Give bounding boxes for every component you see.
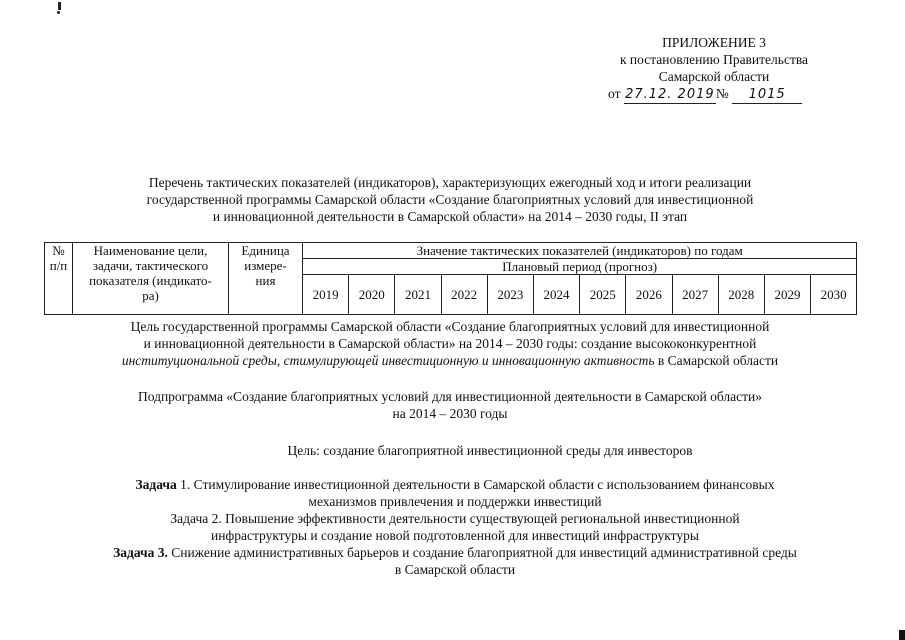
task-3-line-2: в Самарской области — [394, 562, 516, 577]
col-name-line: показателя (индикато- — [89, 273, 212, 288]
program-goal — [40, 318, 860, 369]
goal-line-3-rest: в Самарской области — [657, 353, 779, 368]
scan-mark — [58, 2, 61, 10]
values-header: Значение тактических показателей (индикаторов) по годам — [303, 243, 857, 259]
task-2-text: 2. Повышение эффективности деятельности существующей региональной инвестиционной — [211, 511, 740, 526]
col-number-line: № — [52, 243, 65, 258]
task-2-label: Задача — [170, 511, 209, 526]
col-unit-line: Единица — [241, 243, 290, 258]
task-3 — [40, 544, 870, 578]
title-line-2: государственной программы Самарской области «Создание благоприятных условий для инвестиционной — [146, 192, 754, 207]
col-unit-line: измере- — [244, 258, 287, 273]
scan-edge — [899, 630, 905, 640]
task-1 — [40, 476, 870, 510]
subprogram — [40, 388, 860, 422]
task-3-label: Задача 3. — [113, 545, 168, 560]
task-2 — [40, 510, 870, 544]
col-name-line: Наименование цели, — [93, 243, 208, 258]
scan-dot — [57, 11, 60, 14]
appendix-decree: к постановлению Правительства — [619, 52, 809, 67]
goal-line-1: Цель государственной программы Самарской области «Создание благоприятных условий для инвестиционной — [130, 319, 770, 334]
year-cell: 2020 — [349, 275, 395, 315]
year-cell: 2022 — [441, 275, 487, 315]
date-value: 27.12. 2019 — [625, 87, 715, 102]
document-title — [40, 174, 860, 225]
appendix-date-line — [600, 85, 828, 104]
year-cell: 2024 — [533, 275, 579, 315]
col-name-line: ра) — [142, 288, 159, 303]
col-unit-line: ния — [255, 273, 276, 288]
year-cell: 2025 — [580, 275, 626, 315]
table-header-row-1 — [45, 243, 857, 259]
year-cell: 2029 — [764, 275, 810, 315]
year-cell: 2027 — [672, 275, 718, 315]
title-line-1: Перечень тактических показателей (индикаторов), характеризующих ежегодный ход и итоги реализации — [148, 175, 752, 190]
col-name-header — [73, 243, 229, 315]
task-1-line-1 — [40, 476, 870, 493]
year-cell: 2028 — [718, 275, 764, 315]
col-unit-header — [229, 243, 303, 315]
subprogram-goal: Цель: создание благоприятной инвестиционной среды для инвесторов — [287, 443, 693, 458]
task-2-line-2: инфраструктуры и создание новой подготовленной для инвестиций инфраструктуры — [211, 528, 699, 543]
goal-line-3 — [40, 352, 860, 369]
subprogram-line-1: Подпрограмма «Создание благоприятных условий для инвестиционной деятельности в Самарской области» — [137, 389, 763, 404]
appendix-header — [600, 34, 828, 104]
task-1-label: Задача — [135, 477, 177, 492]
year-cell: 2030 — [811, 275, 857, 315]
task-1-text: 1. Стимулирование инвестиционной деятельности в Самарской области с использованием финансовых — [180, 477, 775, 492]
col-number-header — [45, 243, 73, 315]
col-number-line: п/п — [49, 258, 68, 273]
year-cell: 2026 — [626, 275, 672, 315]
appendix-title: ПРИЛОЖЕНИЕ 3 — [662, 35, 766, 50]
task-3-line-1 — [40, 544, 870, 561]
col-name-line: задачи, тактического — [92, 258, 209, 273]
goal-line-3-italic: институциональной среды, стимулирующей инвестиционную и инновационную активность — [121, 353, 655, 368]
indicators-table — [44, 242, 857, 315]
goal-line-2: и инновационной деятельности в Самарской области» на 2014 – 2030 годы: создание высококонкурентной — [143, 336, 757, 351]
number-value: 1015 — [732, 86, 802, 104]
year-cell: 2019 — [303, 275, 349, 315]
task-2-line-1 — [40, 510, 870, 527]
title-line-3: и инновационной деятельности в Самарской области» на 2014 – 2030 годы, II этап — [212, 209, 688, 224]
year-cell: 2023 — [487, 275, 533, 315]
year-cell: 2021 — [395, 275, 441, 315]
period-header: Плановый период (прогноз) — [303, 259, 857, 275]
task-1-line-2: механизмов привлечения и поддержки инвестиций — [308, 494, 602, 509]
subprogram-line-2: на 2014 – 2030 годы — [392, 406, 508, 421]
task-3-text: Снижение административных барьеров и создание благоприятной для инвестиций административной среды — [171, 545, 797, 560]
appendix-region: Самарской области — [658, 69, 770, 84]
date-prefix: от — [608, 86, 621, 101]
number-prefix: № — [715, 86, 729, 101]
